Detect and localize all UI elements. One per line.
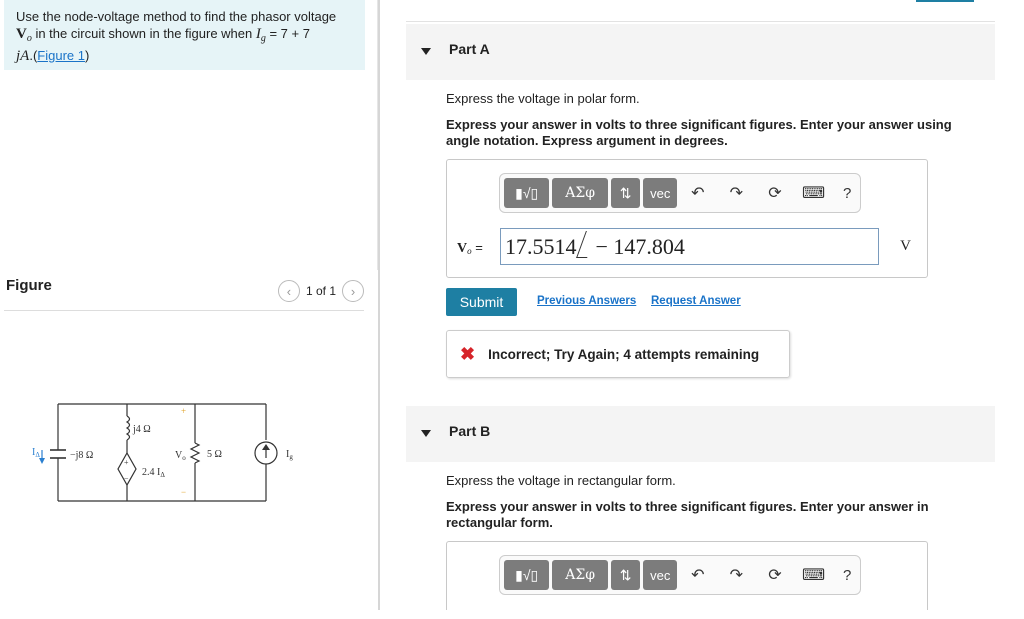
- ia-label: $I_\Delta$: [32, 447, 40, 459]
- redo-icon[interactable]: ↷: [729, 185, 744, 202]
- part-a-label: Part A: [449, 41, 490, 57]
- figure-pager: [278, 280, 364, 302]
- greek-button[interactable]: ΑΣφ: [552, 560, 607, 590]
- problem-line-2: $V_o$ in the circuit shown in the figure when $I_g = 7 + 7$: [16, 26, 310, 44]
- undo-icon[interactable]: ↶: [691, 567, 705, 584]
- dep-minus: −: [124, 474, 129, 483]
- angle-symbol-icon: [576, 231, 597, 258]
- capacitor-label: −j8 Ω: [70, 450, 94, 461]
- current-source-arrow: [262, 444, 270, 450]
- circuit-diagram: [30, 395, 293, 510]
- problem-statement: [4, 0, 365, 70]
- help-button[interactable]: ?: [843, 184, 852, 202]
- previous-answers-link[interactable]: Previous Answers: [537, 295, 637, 307]
- angle-value: − 147.804: [595, 234, 685, 259]
- vec-button[interactable]: vec: [643, 178, 677, 208]
- part-b-toolbar: [499, 555, 861, 595]
- part-a-bold-instruction: Express your answer in volts to three significant figures. Enter your answer using angle notation. Express argument in degrees.: [446, 117, 952, 148]
- top-divider: [406, 21, 995, 22]
- part-b-answer-box: [446, 541, 928, 610]
- help-button[interactable]: ?: [843, 566, 852, 584]
- left-panel: [0, 0, 380, 619]
- chevron-left-icon[interactable]: ‹: [278, 280, 300, 302]
- vec-button[interactable]: vec: [643, 560, 677, 590]
- collapse-triangle-icon[interactable]: [421, 48, 431, 55]
- dependent-source-label: 2.4 $I_\Delta$: [142, 467, 165, 479]
- dep-plus: +: [124, 458, 129, 467]
- reset-icon[interactable]: ⟳: [768, 567, 782, 584]
- templates-button[interactable]: ▮√▯: [504, 560, 549, 590]
- arrows-button[interactable]: ⇅: [611, 560, 641, 590]
- redo-icon[interactable]: ↷: [729, 567, 744, 584]
- part-a-toolbar: [499, 173, 861, 213]
- part-b-label: Part B: [449, 423, 491, 439]
- capacitor: [50, 450, 66, 458]
- magnitude-value: 17.5514: [505, 234, 577, 259]
- arrows-button[interactable]: ⇅: [611, 178, 641, 208]
- panel-divider[interactable]: [378, 0, 380, 610]
- part-b-instruction: Express the voltage in rectangular form.: [446, 473, 676, 488]
- vo-field-label: Vo =: [457, 240, 483, 256]
- reset-icon[interactable]: ⟳: [768, 185, 782, 202]
- resistor-label: 5 Ω: [207, 449, 222, 460]
- feedback-box: [446, 330, 790, 378]
- ig-label: $I_g$: [286, 449, 293, 461]
- vo-plus: +: [181, 406, 187, 416]
- vo-label: $V_o$: [175, 450, 186, 462]
- right-panel: [406, 0, 996, 619]
- part-a-instruction: Express the voltage in polar form.: [446, 91, 640, 106]
- pager-text: 1 of 1: [305, 284, 336, 298]
- templates-button[interactable]: ▮√▯: [504, 178, 549, 208]
- inductor-label: j4 Ω: [133, 424, 151, 435]
- figure-link[interactable]: Figure 1: [37, 48, 85, 63]
- part-a-answer-box: [446, 159, 928, 278]
- chevron-right-icon[interactable]: ›: [342, 280, 364, 302]
- part-a-header[interactable]: [406, 24, 995, 80]
- part-b-header[interactable]: [406, 406, 995, 462]
- part-b-bold-instruction: Express your answer in volts to three significant figures. Enter your answer in rectangular form.: [446, 499, 929, 530]
- collapse-triangle-icon[interactable]: [421, 430, 431, 437]
- undo-icon[interactable]: ↶: [691, 185, 705, 202]
- incorrect-x-icon: ✖: [460, 343, 476, 364]
- figure-header: [4, 276, 364, 311]
- vo-answer-input[interactable]: [500, 228, 879, 265]
- request-answer-link[interactable]: Request Answer: [651, 295, 741, 307]
- figure-title: Figure: [6, 277, 52, 294]
- greek-button[interactable]: ΑΣφ: [552, 178, 607, 208]
- keyboard-icon[interactable]: ⌨: [801, 185, 826, 202]
- problem-line-3: jA.(Figure 1): [16, 48, 90, 64]
- submit-button[interactable]: Submit: [446, 288, 517, 316]
- keyboard-icon[interactable]: ⌨: [801, 567, 826, 584]
- feedback-text: Incorrect; Try Again; 4 attempts remaining: [488, 346, 760, 362]
- problem-line-1: Use the node-voltage method to find the phasor voltage: [16, 9, 337, 24]
- unit-label: V: [900, 238, 911, 254]
- vo-minus: −: [181, 487, 187, 497]
